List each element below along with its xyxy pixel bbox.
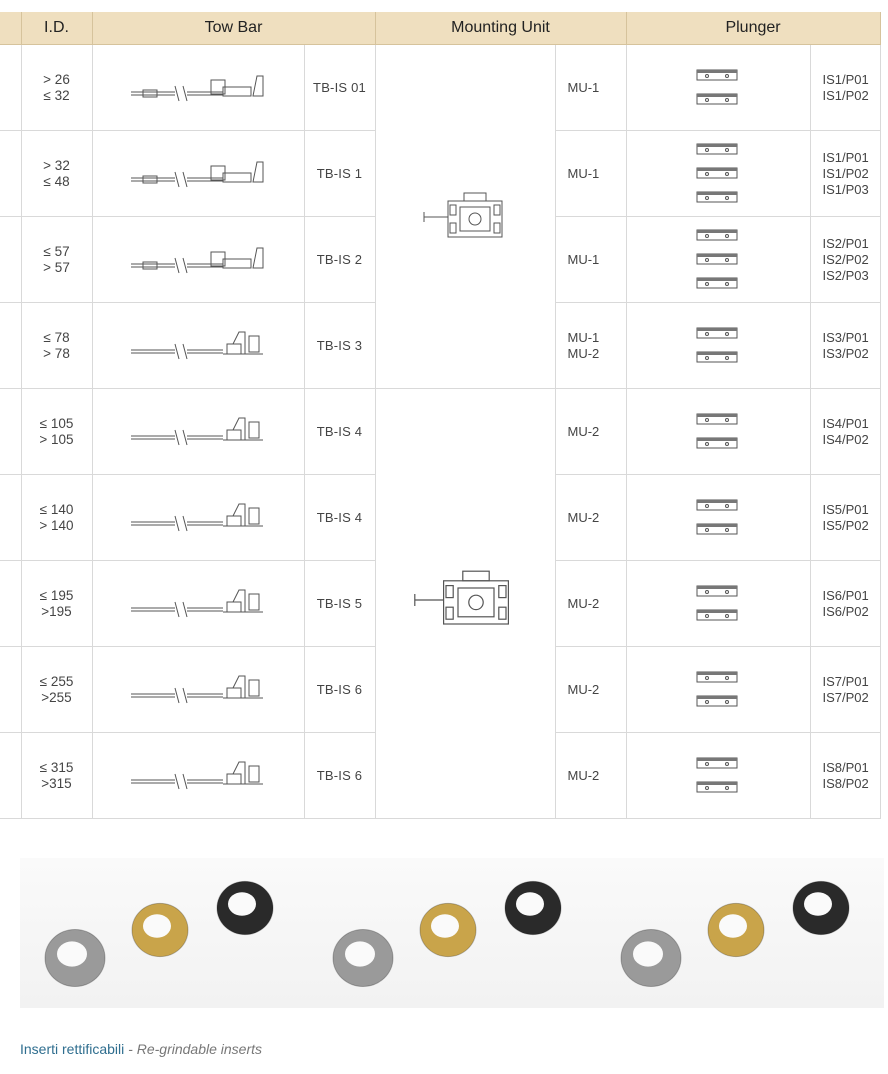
- id-line: ≤ 48: [43, 173, 70, 189]
- mu-line: MU-1: [567, 329, 600, 345]
- tow-bar-drawing-cell: [92, 131, 304, 217]
- mounting-unit-code: [555, 303, 626, 389]
- plunger-lines: [823, 150, 880, 198]
- id-cell: [21, 45, 92, 131]
- id-lines: [22, 502, 92, 534]
- plunger-drawing-cell: [626, 647, 810, 733]
- id-lines: [22, 158, 92, 190]
- plunger-code: [810, 389, 880, 475]
- plunger-line: IS8/P02: [822, 775, 869, 791]
- caption-english: Re-grindable inserts: [136, 1041, 263, 1057]
- plunger-drawing-cell: [626, 131, 810, 217]
- plunger-drawing-cell: [626, 475, 810, 561]
- inserts-photo-3: [596, 858, 884, 1008]
- blank-cell: [0, 733, 21, 819]
- plunger-drawing-cell: [626, 217, 810, 303]
- id-lines: [22, 674, 92, 706]
- plunger-line: IS6/P01: [822, 587, 869, 603]
- mu-lines: [568, 596, 626, 612]
- tow-bar-code: TB-IS 2: [304, 217, 375, 303]
- plunger-lines: [823, 502, 880, 534]
- tow-bar-drawing-cell: [92, 733, 304, 819]
- header-mounting-unit: Mounting Unit: [375, 12, 626, 45]
- plunger-line: IS4/P02: [822, 431, 869, 447]
- mu-lines: [568, 510, 626, 526]
- plunger-line: IS2/P03: [822, 267, 869, 283]
- mu-lines: [568, 330, 626, 362]
- tow-bar-drawing-cell: [92, 389, 304, 475]
- mu-line: MU-1: [567, 79, 600, 95]
- tow-bar-drawing: [123, 326, 273, 366]
- plunger-code: [810, 733, 880, 819]
- plunger-lines: [823, 330, 880, 362]
- tow-bar-drawing: [123, 240, 273, 280]
- plunger-line: IS8/P01: [822, 759, 869, 775]
- mu-lines: [568, 768, 626, 784]
- plunger-line: IS3/P01: [822, 329, 869, 345]
- plunger-line: IS5/P01: [822, 501, 869, 517]
- mu-lines: [568, 166, 626, 182]
- plunger-line: IS1/P03: [822, 181, 869, 197]
- mu-lines: [568, 424, 626, 440]
- plunger-line: IS2/P02: [822, 251, 869, 267]
- plunger-drawing-cell: [626, 389, 810, 475]
- tow-bar-code: TB-IS 5: [304, 561, 375, 647]
- plunger-drawing: [683, 408, 753, 456]
- tow-bar-code: TB-IS 1: [304, 131, 375, 217]
- plunger-drawing: [683, 752, 753, 800]
- tow-bar-drawing: [123, 584, 273, 624]
- plunger-drawing: [683, 224, 753, 296]
- tow-bar-drawing-cell: [92, 45, 304, 131]
- plunger-lines: [823, 416, 880, 448]
- mounting-unit-code: [555, 389, 626, 475]
- tow-bar-drawing: [123, 154, 273, 194]
- id-lines: [22, 244, 92, 276]
- caption-italian: Inserti rettificabili: [20, 1041, 125, 1057]
- tow-bar-code: TB-IS 3: [304, 303, 375, 389]
- plunger-code: [810, 217, 880, 303]
- mounting-unit-code: [555, 733, 626, 819]
- mounting-unit-code: [555, 475, 626, 561]
- blank-cell: [0, 561, 21, 647]
- id-lines: [22, 588, 92, 620]
- id-line: > 26: [43, 71, 70, 87]
- plunger-drawing: [683, 322, 753, 370]
- plunger-lines: [823, 236, 880, 284]
- tow-bar-drawing: [123, 412, 273, 452]
- plunger-drawing: [683, 666, 753, 714]
- plunger-line: IS6/P02: [822, 603, 869, 619]
- plunger-drawing-cell: [626, 45, 810, 131]
- id-line: ≤ 57: [43, 243, 70, 259]
- id-line: ≤ 195: [39, 587, 74, 603]
- plunger-code: [810, 131, 880, 217]
- id-line: > 140: [39, 517, 74, 533]
- id-cell: [21, 217, 92, 303]
- mounting-unit-drawing-cell: [375, 389, 555, 819]
- plunger-line: IS1/P01: [822, 71, 869, 87]
- tow-bar-code: TB-IS 6: [304, 647, 375, 733]
- plunger-line: IS1/P02: [822, 87, 869, 103]
- id-lines: [22, 416, 92, 448]
- plunger-drawing-cell: [626, 561, 810, 647]
- tow-bar-code: TB-IS 4: [304, 475, 375, 561]
- tow-bar-drawing: [123, 756, 273, 796]
- id-line: ≤ 78: [43, 329, 70, 345]
- mu-line: MU-1: [567, 165, 600, 181]
- caption-separator: -: [124, 1041, 137, 1057]
- header-plunger: Plunger: [626, 12, 880, 45]
- id-lines: [22, 760, 92, 792]
- inserts-photo-2: [308, 858, 596, 1008]
- id-cell: [21, 647, 92, 733]
- blank-cell: [0, 131, 21, 217]
- id-line: ≤ 315: [39, 759, 74, 775]
- id-line: >315: [41, 775, 72, 791]
- id-lines: [22, 72, 92, 104]
- tow-bar-code: TB-IS 4: [304, 389, 375, 475]
- plunger-line: IS7/P01: [822, 673, 869, 689]
- table-row: [0, 45, 880, 131]
- table-row: [0, 389, 880, 475]
- id-line: ≤ 140: [39, 501, 74, 517]
- mu-line: MU-2: [567, 681, 600, 697]
- id-cell: [21, 303, 92, 389]
- mounting-unit-code: [555, 561, 626, 647]
- tow-bar-drawing-cell: [92, 475, 304, 561]
- plunger-code: [810, 303, 880, 389]
- mu-lines: [568, 682, 626, 698]
- mounting-unit-drawing: [420, 187, 510, 247]
- inserts-photo-1: [20, 858, 308, 1008]
- plunger-drawing: [683, 138, 753, 210]
- inserts-image: [308, 858, 596, 1008]
- plunger-line: IS7/P02: [822, 689, 869, 705]
- tow-bar-code: TB-IS 01: [304, 45, 375, 131]
- mu-line: MU-2: [567, 509, 600, 525]
- blank-cell: [0, 217, 21, 303]
- id-cell: [21, 131, 92, 217]
- plunger-line: IS2/P01: [822, 235, 869, 251]
- id-line: > 78: [43, 345, 70, 361]
- plunger-line: IS4/P01: [822, 415, 869, 431]
- plunger-drawing: [683, 64, 753, 112]
- mu-line: MU-2: [567, 423, 600, 439]
- mu-lines: [568, 80, 626, 96]
- tow-bar-drawing: [123, 498, 273, 538]
- blank-cell: [0, 45, 21, 131]
- plunger-code: [810, 45, 880, 131]
- plunger-line: IS5/P02: [822, 517, 869, 533]
- plunger-code: [810, 475, 880, 561]
- plunger-line: IS1/P01: [822, 149, 869, 165]
- mu-line: MU-2: [567, 595, 600, 611]
- id-cell: [21, 733, 92, 819]
- plunger-drawing-cell: [626, 733, 810, 819]
- id-cell: [21, 389, 92, 475]
- id-line: ≤ 255: [39, 673, 74, 689]
- id-line: ≤ 32: [43, 87, 70, 103]
- plunger-lines: [823, 72, 880, 104]
- blank-cell: [0, 303, 21, 389]
- plunger-code: [810, 561, 880, 647]
- inserts-image: [596, 858, 884, 1008]
- mu-lines: [568, 252, 626, 268]
- tow-bar-drawing: [123, 670, 273, 710]
- caption: [20, 1041, 262, 1057]
- mu-line: MU-2: [567, 345, 600, 361]
- mounting-unit-drawing: [410, 564, 520, 644]
- plunger-code: [810, 647, 880, 733]
- plunger-lines: [823, 588, 880, 620]
- tow-bar-drawing: [123, 68, 273, 108]
- tow-bar-drawing-cell: [92, 217, 304, 303]
- tow-bar-drawing-cell: [92, 303, 304, 389]
- mounting-unit-code: [555, 647, 626, 733]
- id-line: ≤ 105: [39, 415, 74, 431]
- mounting-unit-code: [555, 131, 626, 217]
- mu-line: MU-2: [567, 767, 600, 783]
- blank-cell: [0, 475, 21, 561]
- tow-bar-code: TB-IS 6: [304, 733, 375, 819]
- mounting-unit-drawing-cell: [375, 45, 555, 389]
- blank-cell: [0, 647, 21, 733]
- id-lines: [22, 330, 92, 362]
- header-id: I.D.: [21, 12, 92, 45]
- mu-line: MU-1: [567, 251, 600, 267]
- mounting-unit-code: [555, 45, 626, 131]
- id-line: > 105: [39, 431, 74, 447]
- plunger-drawing: [683, 494, 753, 542]
- id-line: > 57: [43, 259, 70, 275]
- plunger-lines: [823, 760, 880, 792]
- tow-bar-drawing-cell: [92, 561, 304, 647]
- tow-bar-drawing-cell: [92, 647, 304, 733]
- plunger-lines: [823, 674, 880, 706]
- plunger-drawing-cell: [626, 303, 810, 389]
- id-cell: [21, 475, 92, 561]
- id-line: >195: [41, 603, 72, 619]
- plunger-drawing: [683, 580, 753, 628]
- mounting-unit-code: [555, 217, 626, 303]
- plunger-line: IS3/P02: [822, 345, 869, 361]
- id-cell: [21, 561, 92, 647]
- blank-cell: [0, 389, 21, 475]
- plunger-line: IS1/P02: [822, 165, 869, 181]
- id-line: >255: [41, 689, 72, 705]
- spec-table: [0, 12, 881, 819]
- inserts-image: [20, 858, 308, 1008]
- id-line: > 32: [43, 157, 70, 173]
- header-tow-bar: Tow Bar: [92, 12, 375, 45]
- header-row: [0, 12, 880, 45]
- header-blank: [0, 12, 21, 45]
